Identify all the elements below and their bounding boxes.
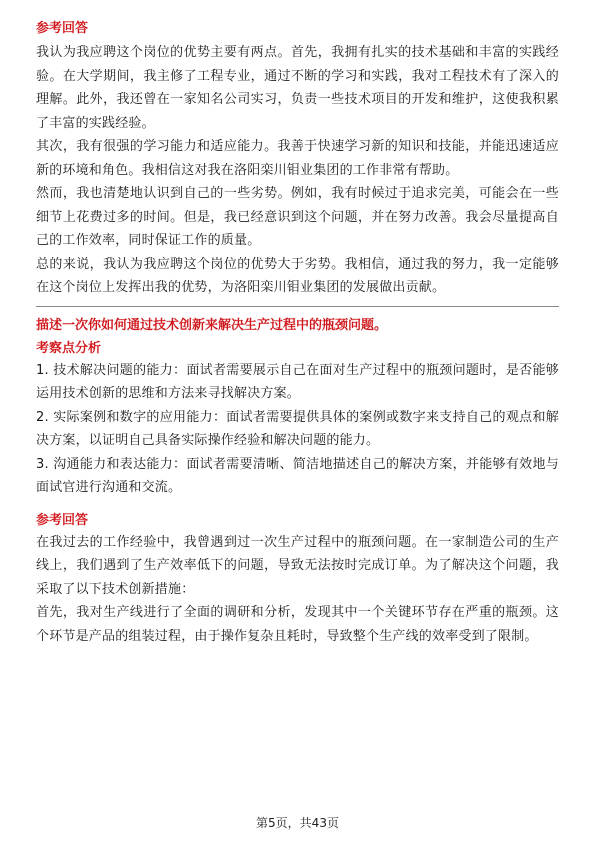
- reference-answer-label: 参考回答: [36, 21, 89, 36]
- page-number: 第5页，共43页: [256, 816, 339, 830]
- answer-paragraph: 总的来说，我认为我应聘这个岗位的优势大于劣势。我相信，通过我的努力，我一定能够在这个岗位上发挥出我的优势，为洛阳栾川钼业集团的发展做出贡献。: [36, 256, 559, 295]
- analysis-item: 2. 实际案例和数字的应用能力：面试者需要提供具体的案例或数字来支持自己的观点和解决方案，以证明自己具备实际操作经验和解决问题的能力。: [36, 409, 559, 448]
- answer-paragraph: 首先，我对生产线进行了全面的调研和分析，发现其中一个关键环节存在严重的瓶颈。这个环节是产品的组装过程，由于操作复杂且耗时，导致整个生产线的效率受到了限制。: [36, 605, 559, 644]
- answer-paragraph: 我认为我应聘这个岗位的优势主要有两点。首先，我拥有扎实的技术基础和丰富的实践经验。在大学期间，我主修了工程专业，通过不断的学习和实践，我对工程技术有了深入的理解。此外，我还曾在一家知名公司实习，负责一些技术项目的开发和维护，这使我积累了丰富的实践经验。: [36, 45, 559, 131]
- spacer: [36, 500, 559, 510]
- analysis-item: 1. 技术解决问题的能力：面试者需要展示自己在面对生产过程中的瓶颈问题时，是否能够运用技术创新的思维和方法来寻找解决方案。: [36, 362, 559, 401]
- reference-answer-label: 参考回答: [36, 512, 89, 528]
- answer-paragraph: 然而，我也清楚地认识到自己的一些劣势。例如，我有时候过于追求完美，可能会在一些细节上花费过多的时间。但是，我已经意识到这个问题，并在努力改善。我会尽量提高自己的工作效率，同时保证工作的质量。: [36, 186, 559, 248]
- section-divider: [36, 306, 559, 307]
- analysis-label: 考察点分析: [36, 340, 102, 356]
- answer-paragraph: 在我过去的工作经验中，我曾遇到过一次生产过程中的瓶颈问题。在一家制造公司的生产线上，我们遇到了生产效率低下的问题，导致无法按时完成订单。为了解决这个问题，我采取了以下技术创新措施：: [36, 534, 559, 597]
- analysis-item: 3. 沟通能力和表达能力：面试者需要清晰、简洁地描述自己的解决方案，并能够有效地与面试官进行沟通和交流。: [36, 456, 559, 495]
- question-title: 描述一次你如何通过技术创新来解决生产过程中的瓶颈问题。: [36, 317, 388, 333]
- answer-paragraph: 其次，我有很强的学习能力和适应能力。我善于快速学习新的知识和技能，并能迅速适应新的环境和角色。我相信这对我在洛阳栾川钼业集团的工作非常有帮助。: [36, 139, 559, 178]
